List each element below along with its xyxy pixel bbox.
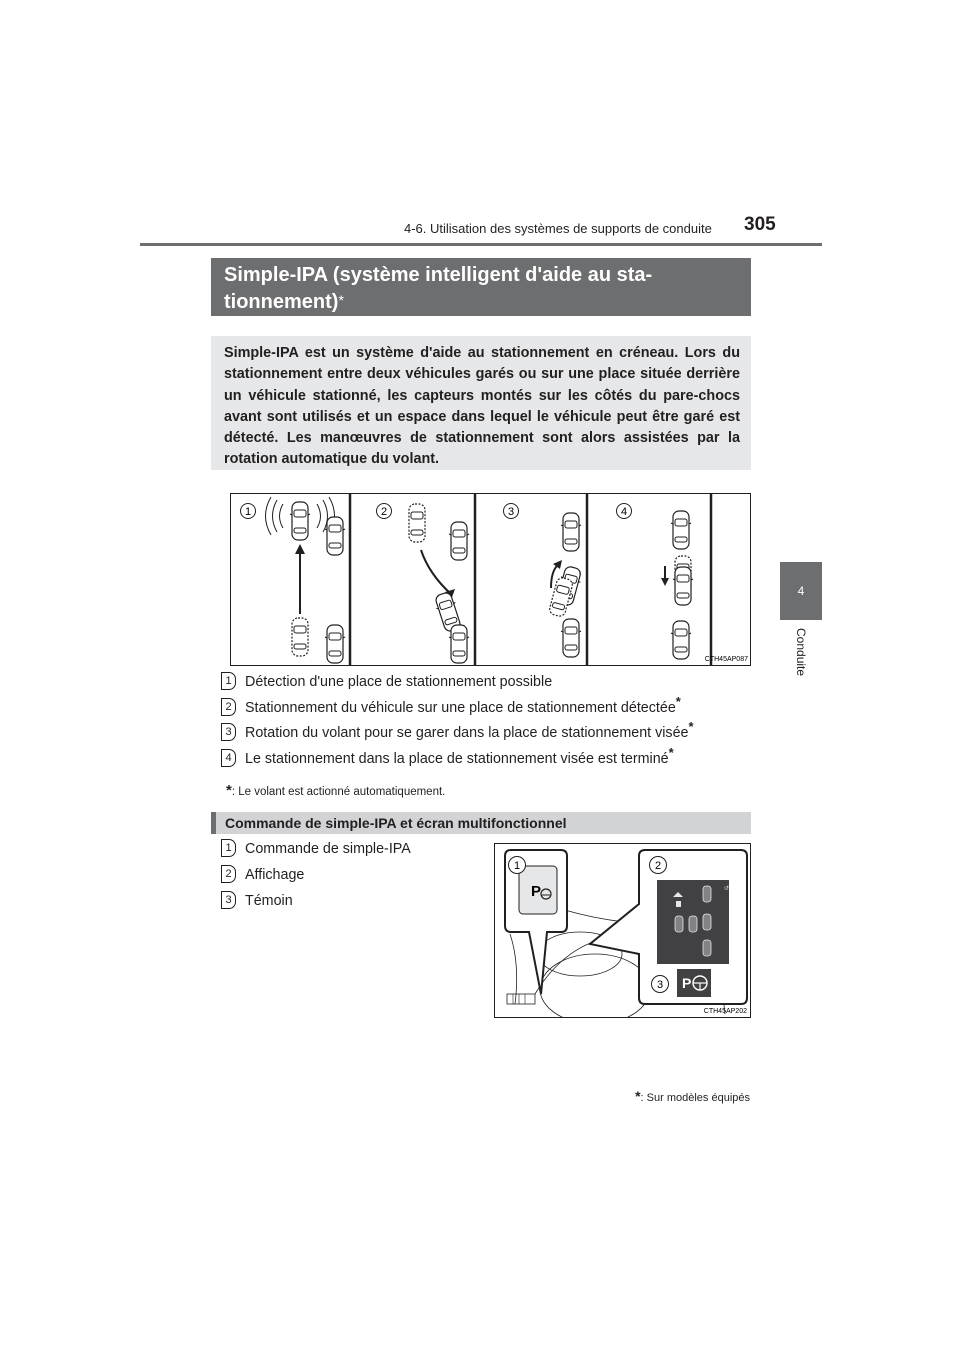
header-rule [140, 243, 822, 246]
switch-glyph: P [531, 883, 542, 900]
step-badge-4: 4 [221, 749, 236, 767]
multi-display [657, 880, 729, 964]
component-text-2: Affichage [245, 867, 305, 883]
parking-sequence-figure [230, 493, 751, 666]
footnote-text: : Le volant est actionné automatiquement. [231, 786, 446, 798]
footnote [226, 782, 445, 799]
panel-number-4 [617, 504, 632, 519]
step-star-3: * [688, 719, 694, 735]
simple-ipa-switch [519, 866, 557, 914]
svg-text:↺: ↺ [724, 886, 730, 892]
panel-number-2 [377, 504, 392, 519]
panel-1-cars [266, 497, 346, 663]
component-badge-3: 3 [221, 891, 236, 909]
running-header: 4-6. Utilisation des systèmes de supports de conduite [404, 221, 712, 236]
svg-text:P: P [682, 975, 692, 991]
callout-number-2-text: 2 [654, 860, 662, 872]
component-badge-1: 1 [221, 839, 236, 857]
step-item-2 [221, 694, 681, 719]
step-text-4: Le stationnement dans la place de stationnement visée est terminé [245, 751, 669, 767]
footnote-star: * [226, 782, 232, 799]
panel-number-3 [504, 504, 519, 519]
step-item-4 [221, 745, 674, 770]
step-text-3: Rotation du volant pour se garer dans la place de stationnement visée [245, 725, 689, 741]
panel-4-cars [661, 511, 693, 659]
equipment-note [635, 1088, 750, 1104]
section-title [211, 258, 751, 316]
panel-2-cars [409, 504, 469, 663]
title-asterisk: * [338, 292, 344, 308]
panel-number-2-text: 2 [380, 506, 388, 518]
panel-number-1-text: 1 [244, 506, 252, 518]
step-star-2: * [675, 694, 681, 710]
page-number: 305 [744, 214, 776, 235]
step-star-4: * [668, 745, 674, 761]
callout-number-1-text: 1 [513, 860, 521, 872]
title-line1: Simple-IPA (système intelligent d'aide au sta- [224, 264, 653, 286]
step-badge-1: 1 [221, 672, 236, 690]
component-item-3 [221, 890, 293, 912]
indicator-lamp [677, 969, 711, 997]
component-badge-2: 2 [221, 865, 236, 883]
component-item-1 [221, 838, 411, 860]
component-text-1: Commande de simple-IPA [245, 841, 411, 857]
step-item-1 [221, 671, 552, 693]
component-text-3: Témoin [245, 893, 293, 909]
equipment-note-star: * [635, 1088, 641, 1104]
callout-number-3-text: 3 [656, 979, 664, 991]
parking-sequence-drawing [231, 494, 750, 665]
panel-number-3-text: 3 [507, 506, 515, 518]
switch-display-figure [494, 843, 751, 1018]
step-text-2: Stationnement du véhicule sur une place de stationnement détectée [245, 700, 676, 716]
figure1-code: CTH45AP087 [704, 656, 748, 663]
step-text-1: Détection d'une place de stationnement possible [245, 674, 553, 690]
intro-paragraph: Simple-IPA est un système d'aide au stationnement en créneau. Lors du stationnement entre deux véhicules garés ou sur une place située derrière un véhicule stationné, les capteurs montés sur les côtés du pare-chocs avant sont utilisés et un espace dans lequel le véhicule peut être garé est détecté. Les manœuvres de stationnement sont alors assistées par la rotation automatique du volant. [211, 336, 751, 470]
chapter-label: Conduite [794, 628, 808, 677]
component-item-2 [221, 864, 304, 886]
subsection-title: Commande de simple-IPA et écran multifonctionnel [211, 812, 751, 834]
chapter-tab: 4 [780, 562, 822, 620]
equipment-note-text: : Sur modèles équipés [640, 1092, 750, 1104]
callout-number-1 [509, 857, 526, 874]
title-line2: tionnement) [224, 291, 339, 313]
panel-number-4-text: 4 [620, 506, 628, 518]
callout-number-2 [650, 857, 667, 874]
panel-3-cars [548, 513, 583, 657]
step-badge-2: 2 [221, 698, 236, 716]
step-badge-3: 3 [221, 723, 236, 741]
step-item-3 [221, 719, 694, 744]
panel-number-1 [241, 504, 256, 519]
figure2-code: CTH45AP202 [703, 1008, 747, 1015]
callout-number-3 [652, 976, 669, 993]
switch-display-drawing [495, 844, 750, 1017]
